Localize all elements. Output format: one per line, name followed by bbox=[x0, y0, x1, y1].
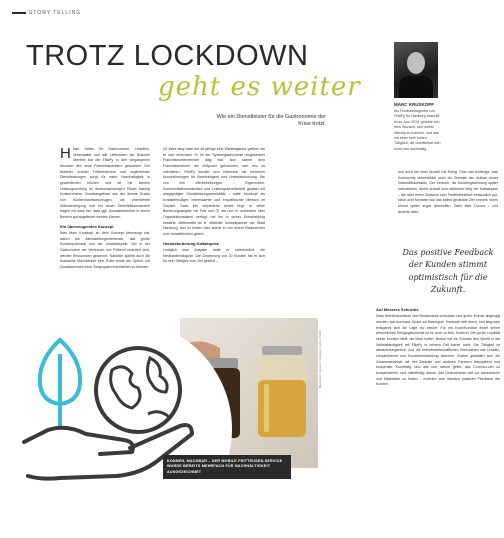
author-photo-head bbox=[407, 52, 425, 74]
subhead-knife-edge: Auf Messers Schneide bbox=[376, 307, 419, 312]
globe-icon bbox=[96, 348, 180, 432]
photo-caption: KONNEN, MACHBAR – DER MOBILE FRITTEUSEN-SERVICE WURDE BEREITS MEHRFACH FÜR NACHHALTIGKEIT AUSGEZEICHNET bbox=[163, 455, 291, 479]
section-label bbox=[12, 10, 81, 16]
column1-text: Was Marc Kruskopf an dem Konzept überzeugt hat, waren die Alleinstellungsmerkmale, das große Kundenpotenzial und der Umweltaspekt. Wo in der Gastronomie der Verbrauch von Frittieröl reduziert wird, werden Ressourcen geschont. Natürlich spielte auch die finanzielle Machbarkeit eine Rolle sowie die Option, mit Zusatzservices neue Zielgruppen erschließen zu können. bbox=[60, 231, 150, 269]
column4-text: Dass Betriebskantinen und Restaurants schlossen und große Events abgesagt wurden, war durchaus Grund zur Besorgnis. Kruskopf hielt durch, und lang kam entspannt sich die Lage nur wieder. Für ein Koch/Konditor findet seiner persönlichen Erfolgsgeschichte ist es noch zu früh, findet er. Die große Loyalität seiner Kunden stellt, die lässt hoffen. Bereut hat sie Gründer den Schritt in die Selbstständigkeit mit FillaPy in keinem Fall bisher nicht. Die Tätigkeit ist abwechslungsreich, und die betriebswirtschaftlichen Kennzahlen wie Umsatz, Umsatzbrennt und Kundenentwicklung stimmen. Zudem gestalten sich die Zusammenarbeit mit der Zentrale und anderen Partnern transparent und kooperativ. Kurzfristig sind alle nun darum gefiel, das Corona-Loch zu kompensieren, und mittelfristig darum, das Unternehmen wie vor auszubauen und Mitarbeiter zu finden – motiviert vom überaus positiven Feedback der Kunden. bbox=[376, 314, 500, 387]
column3-text: und doch bei einer Anzahl ruft Erfolg. Über das bisherige, was Kommunity unterhaltlich auch die Zentrale den Aufbau neuer Geschäftskontakte. Der Versuch, die Kundengewinnung später fortzusetzen, führte anstatt zum stärkeren Weg der Kaltakquise – die aber einen Zeitraum zum Teufelskreislauf: erstaunlich pur. Nach acht Monaten war das selbst gesteckte Ziel erreicht, einen Monat später sogar übertroffen. Dann kam Corona – und änderte alles. bbox=[398, 170, 498, 214]
author-bio: Als Fundraiseagentur von FillaPy für Hamburg ausreist ist im Juni 2019, gelebte von dem Wunsch, sich selbst ständig zu machen, und das mit einer sehr hohen Tätigkeit, die unmittelbar sich lohnt und nachhaltig. bbox=[394, 109, 441, 151]
article-column-4 bbox=[376, 304, 500, 388]
golden-jar-highlight bbox=[264, 384, 269, 432]
article-column-2 bbox=[163, 147, 265, 265]
headline-main: TROTZ LOCKDOWN bbox=[26, 40, 309, 72]
author-photo bbox=[394, 42, 438, 98]
article-column-3 bbox=[398, 170, 498, 215]
subtitle: Wie ein Dienstleister für die Gastronomie der Krise trotzt. bbox=[216, 114, 326, 128]
column2-text1: 20 Jahre lang hatte der 46-jährige eine Werbeagentur geführt, bis er sich entschied: Er ist ein Systemgastronomie eingesetztes Franchiseunternehmen tätig war. Nun sichert dem Franchisenehmer der Zeitpunkt gekommen, sich neu zu orientieren. FillaPy weckte sein Interesse mit mehreren Auszeichnungen für Nachhaltigkeit und Umweltschutzung. Die von ihm Werbetreibungen – Eigenmarke, Kommunikationsstandard und Leistungsbereitschaft gepaart mit ausgeprägter Dienstleistungsmentalität – hatte Kruskopf als kontaktfreudiger, interessierter und empathischer Mensch im Gepäck. Dass ihm körperliche Arbeit liegt, er keine Berührungsängste mit Fett und Öl hat und er außerdem über Organisationstalent verfügt, hat ihn in seiner Entscheidung bestärkt. Mittlerweile ist er offizieller Umweltpartner der Stadt Hamburg, und im letzten Jahr wurde er von einem Radiosender zum Umwelthelden gekürt. bbox=[163, 147, 265, 236]
dropcap: H bbox=[60, 145, 71, 162]
pull-quote: Das positive Feedback der Kunden stimmt optimistisch für die Zukunft. bbox=[402, 248, 494, 295]
column1-intro: inter Zeiten für Gastronomen, Hoteliers, Veranstalter und alle Lieferanten der Branche überlebt hat die FillaPy in den vergangenen Monaten den neue Franchisepartnern gewonnen. Der Anbieter mobiler Frittiereservice und ergänzender Dienstleistungen sorgt für mehr Nachhaltigkeit in gewerblichen Küchen und ist mit seinem Leistungsumfang im deutschsprachigen Raum bislang konkurrenzlos. Zusatzangebote wie der direkte Ersatz von Küchenhandwerkzeugen, die chemiefreie Abflussreinigung und ein neuer Desinfektionsservice fragen mit dass bei, dass ggf. Umsatzeinbußen in einem Bereich gut abgefedert werden können. bbox=[60, 147, 150, 219]
subhead-cold-acquisition: Herausforderung Kaltakquise bbox=[163, 240, 220, 246]
headline-script: geht es weiter bbox=[158, 72, 361, 102]
golden-jar-lid bbox=[262, 346, 302, 355]
leaf-icon bbox=[40, 340, 80, 426]
image-credit: Illustration: Rustam, Pixabay | Fotos: FillaPy bbox=[318, 329, 322, 388]
subhead-concept: Ein überzeugendes Konzept bbox=[60, 223, 114, 229]
section-text: STORY TELLING bbox=[29, 10, 82, 16]
column2-text2: Lediglich eine Aufgabe hatte er unterschätzt: die Neukundenakquise. Die Gewinnung von 20 Kunden hat er sich für sein Startjahr zum Ziel gesetzt – bbox=[163, 247, 265, 264]
author-name: MARC KRUSKOPF bbox=[394, 102, 434, 107]
article-column-1 bbox=[60, 147, 150, 271]
author-photo-body bbox=[399, 76, 433, 98]
section-bar bbox=[12, 12, 26, 14]
